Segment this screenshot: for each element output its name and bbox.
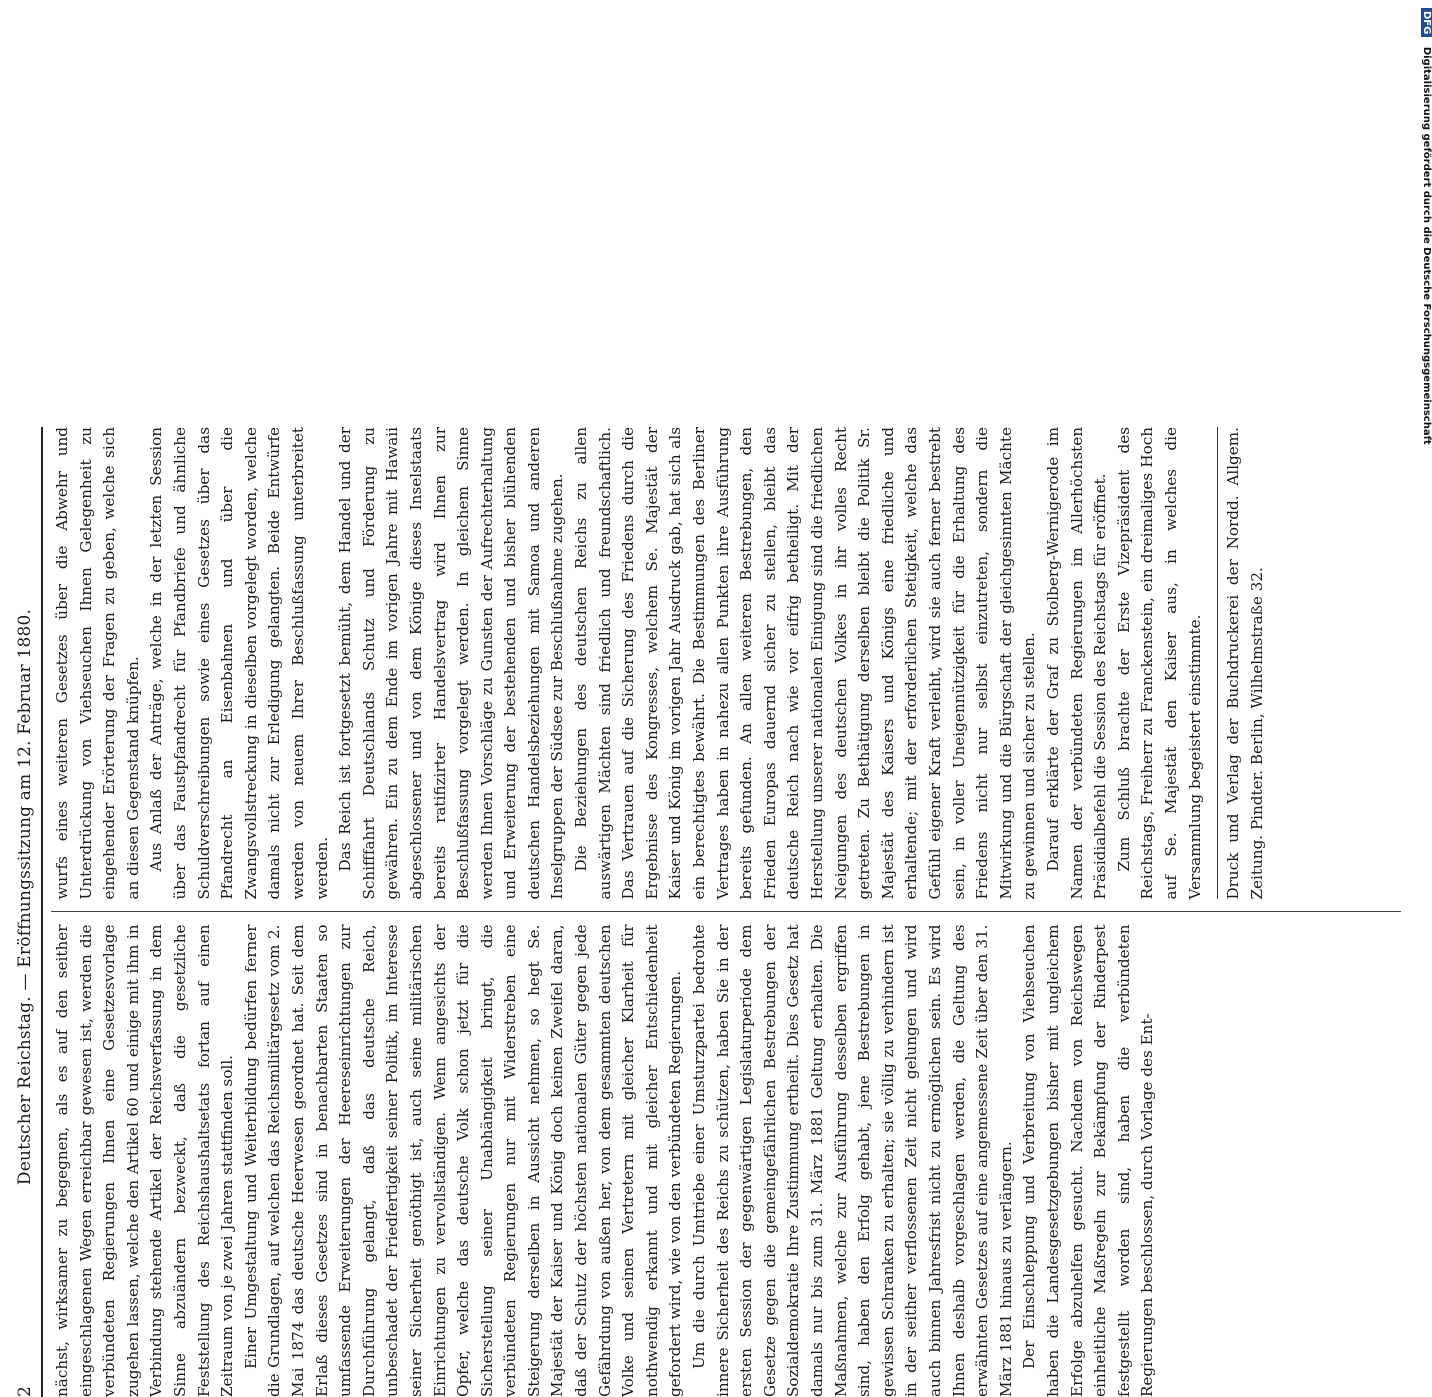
paragraph: nächst, wirksamer zu begegnen, als es auf den seither eingeschlagenen Wegen erreichbar gewesen ist, werden die verbündeten Regierungen Ihnen eine Gesetzesvorlage zugehen lassen, welche den Artikel 60 und einige mit ihm in Verbindung stehende Artikel der Reichsverfassung in dem Sinne abzuändern bezweckt, daß die gesetzliche Feststellung des Reichshaushaltsetats fortan auf einen Zeitraum von je zwei Jahren stattfinden soll. xyxy=(51,925,240,1397)
header-rule xyxy=(41,427,43,1397)
paragraph: Das Reich ist fortgesetzt bemüht, dem Handel und der Schifffahrt Deutschlands Schutz und Förderung zu gewähren. Ein zu dem Ende im vorigen Jahre mit Hawaii abgeschlossener und von dem Könige dieses Inselstaats bereits ratifizirter Handelsvertrag wird Ihnen zur Beschlußfassung vorgelegt werden. In gleichem Sinne werden Ihnen Vorschläge zu Gunsten der Aufrechterhaltung und Erweiterung der bestehenden und bisher blühenden deutschen Handelsbeziehungen mit Samoa und anderen Inselgruppen der Südsee zur Beschlußnahme zugehen. xyxy=(334,427,570,900)
imprint-printer: Druck und Verlag der Buchdruckerei der Nordd. Allgem. Zeitung. Pindter. xyxy=(1224,427,1266,900)
page-number: 2 xyxy=(15,1367,35,1397)
imprint-address: Berlin, Wilhelmstraße 32. xyxy=(1248,567,1266,765)
paragraph: Die Beziehungen des deutschen Reichs zu allen auswärtigen Mächten sind friedlich und freundschaftlich. Das Vertrauen auf die Sicherung des Friedens durch die Ergebnisse des Kongresses, welchem Se. Majestät der Kaiser und König im vorigen Jahr Ausdruck gab, hat sich als ein berechtigtes bewährt. Die Bestimmungen des Berliner Vertrages haben in nahezu allen Punkten ihre Ausführung bereits gefunden. An allen weiteren Bestrebungen, den Frieden Europas dauernd sicher zu stellen, bleibt das deutsche Reich nach wie vor eifrig betheiligt. Mit der Herstellung unserer nationalen Einigung sind die friedlichen Neigungen des deutschen Volkes in ihr volles Recht getreten. Zu Bethätigung derselben bleibt die Politik Sr. Majestät des Kaisers und Königs eine friedliche und erhaltende; mit der erforderlichen Stetigkeit, welche das Gefühl eigener Kraft verleiht, wird sie auch ferner bestrebt sein, in voller Uneigennützigkeit für die Erhaltung des Friedens nicht nur selbst einzutreten, sondern die Mitwirkung und die Bürgschaft der gleichgesinnten Mächte zu gewinnen und sicher zu stellen. xyxy=(570,427,1042,900)
paragraph: Darauf erklärte der Graf zu Stolberg-Wernigerode im Namen der verbündeten Regierungen im Allerhöchsten Präsidialbefehl die Session des Reichstags für eröffnet. xyxy=(1042,427,1113,900)
text-columns xyxy=(51,427,1401,1397)
page-header xyxy=(5,427,35,1397)
rotated-page-content xyxy=(5,427,1405,1397)
paragraph: Einer Umgestaltung und Weiterbildung bedürfen ferner die Grundlagen, auf welchen das Reichsmilitärgesetz vom 2. Mai 1874 das deutsche Heerwesen geordnet hat. Seit dem Erlaß dieses Gesetzes sind in benachbarten Staaten so umfassende Erweiterungen der Heereseinrichtungen zur Durchführung gelangt, daß das deutsche Reich, unbeschadet der Friedfertigkeit seiner Politik, im Interesse seiner Sicherheit genöthigt ist, auch seine militärischen Einrichtungen zu vervollständigen. Wenn angesichts der Opfer, welche das deutsche Volk schon jetzt für die Sicherstellung seiner Unabhängigkeit bringt, die verbündeten Regierungen nur mit Widerstreben eine Steigerung derselben in Aussicht nehmen, so hegt Se. Majestät der Kaiser und König doch keinen Zweifel daran, daß der Schutz der höchsten nationalen Güter gegen jede Gefährdung von außen her, von dem gesammten deutschen Volke und seinen Vertretern mit gleicher Klarheit für nothwendig erkannt und mit gleicher Entschiedenheit gefordert wird, wie von den verbündeten Regierungen. xyxy=(240,925,688,1397)
paragraph: Der Einschleppung und Verbreitung von Viehseuchen haben die Landesgesetzgebungen bisher mit ungleichem Erfolge abzuhelfen gesucht. Nachdem von Reichswegen einheitliche Maßregeln zur Bekämpfung der Rinderpest festgestellt worden sind, haben die verbündeten Regierungen beschlossen, durch Vorlage des Ent- xyxy=(1018,925,1160,1397)
imprint xyxy=(1217,427,1269,900)
paragraph: Aus Anlaß der Anträge, welche in der letzten Session über das Faustpfandrecht für Pfandbriefe und ähnliche Schuldverschreibungen sowie eines Gesetzes über das Pfandrecht an Eisenbahnen und über die Zwangsvollstreckung in dieselben vorgelegt worden, welche damals nicht zur Erledigung gelangten. Beide Entwürfe werden von neuem Ihrer Beschlußfassung unterbreitet werden. xyxy=(145,427,334,900)
column-left xyxy=(51,925,1401,1397)
dfg-side-note xyxy=(1418,8,1432,988)
paragraph: wurfs eines weiteren Gesetzes über die Abwehr und Unterdrückung von Viehseuchen Ihnen Gelegenheit zu eingehender Erörterung der Fragen zu geben, welche sich an diesen Gegenstand knüpfen. xyxy=(51,427,145,900)
paragraph: Um die durch Umtriebe einer Umsturzpartei bedrohte innere Sicherheit des Reichs zu schützen, haben Sie in der ersten Session der gegenwärtigen Legislaturperiode dem Gesetze gegen die gemeingefährlichen Bestrebungen der Sozialdemokratie Ihre Zustimmung ertheilt. Dies Gesetz hat damals nur bis zum 31. März 1881 Geltung erhalten. Die Maßnahmen, welche zur Ausführung desselben ergriffen sind, haben den Erfolg gehabt, jene Bestrebungen in gewissen Schranken zu erhalten; sie völlig zu verhindern ist in der seither verflossenen Zeit nicht gelungen und wird auch binnen Jahresfrist nicht zu ermöglichen sein. Es wird Ihnen deshalb vorgeschlagen werden, die Geltung des erwähnten Gesetzes auf eine angemessene Zeit über den 31. März 1881 hinaus zu verlängern. xyxy=(688,925,1018,1397)
column-right xyxy=(51,427,1401,900)
running-title: Deutscher Reichstag. — Eröffnungssitzung am 12. Februar 1880. xyxy=(15,427,35,1367)
paragraph: Zum Schluß brachte der Erste Vizepräsident des Reichstags, Freiherr zu Franckenstein, ein dreimaliges Hoch auf Se. Majestät den Kaiser aus, in welches die Versammlung begeistert einstimmte. xyxy=(1113,427,1207,900)
column-divider xyxy=(51,912,1401,913)
dfg-text: Digitalisierung gefördert durch die Deutsche Forschungsgemeinschaft xyxy=(1421,47,1432,445)
dfg-badge: DFG xyxy=(1421,8,1432,37)
